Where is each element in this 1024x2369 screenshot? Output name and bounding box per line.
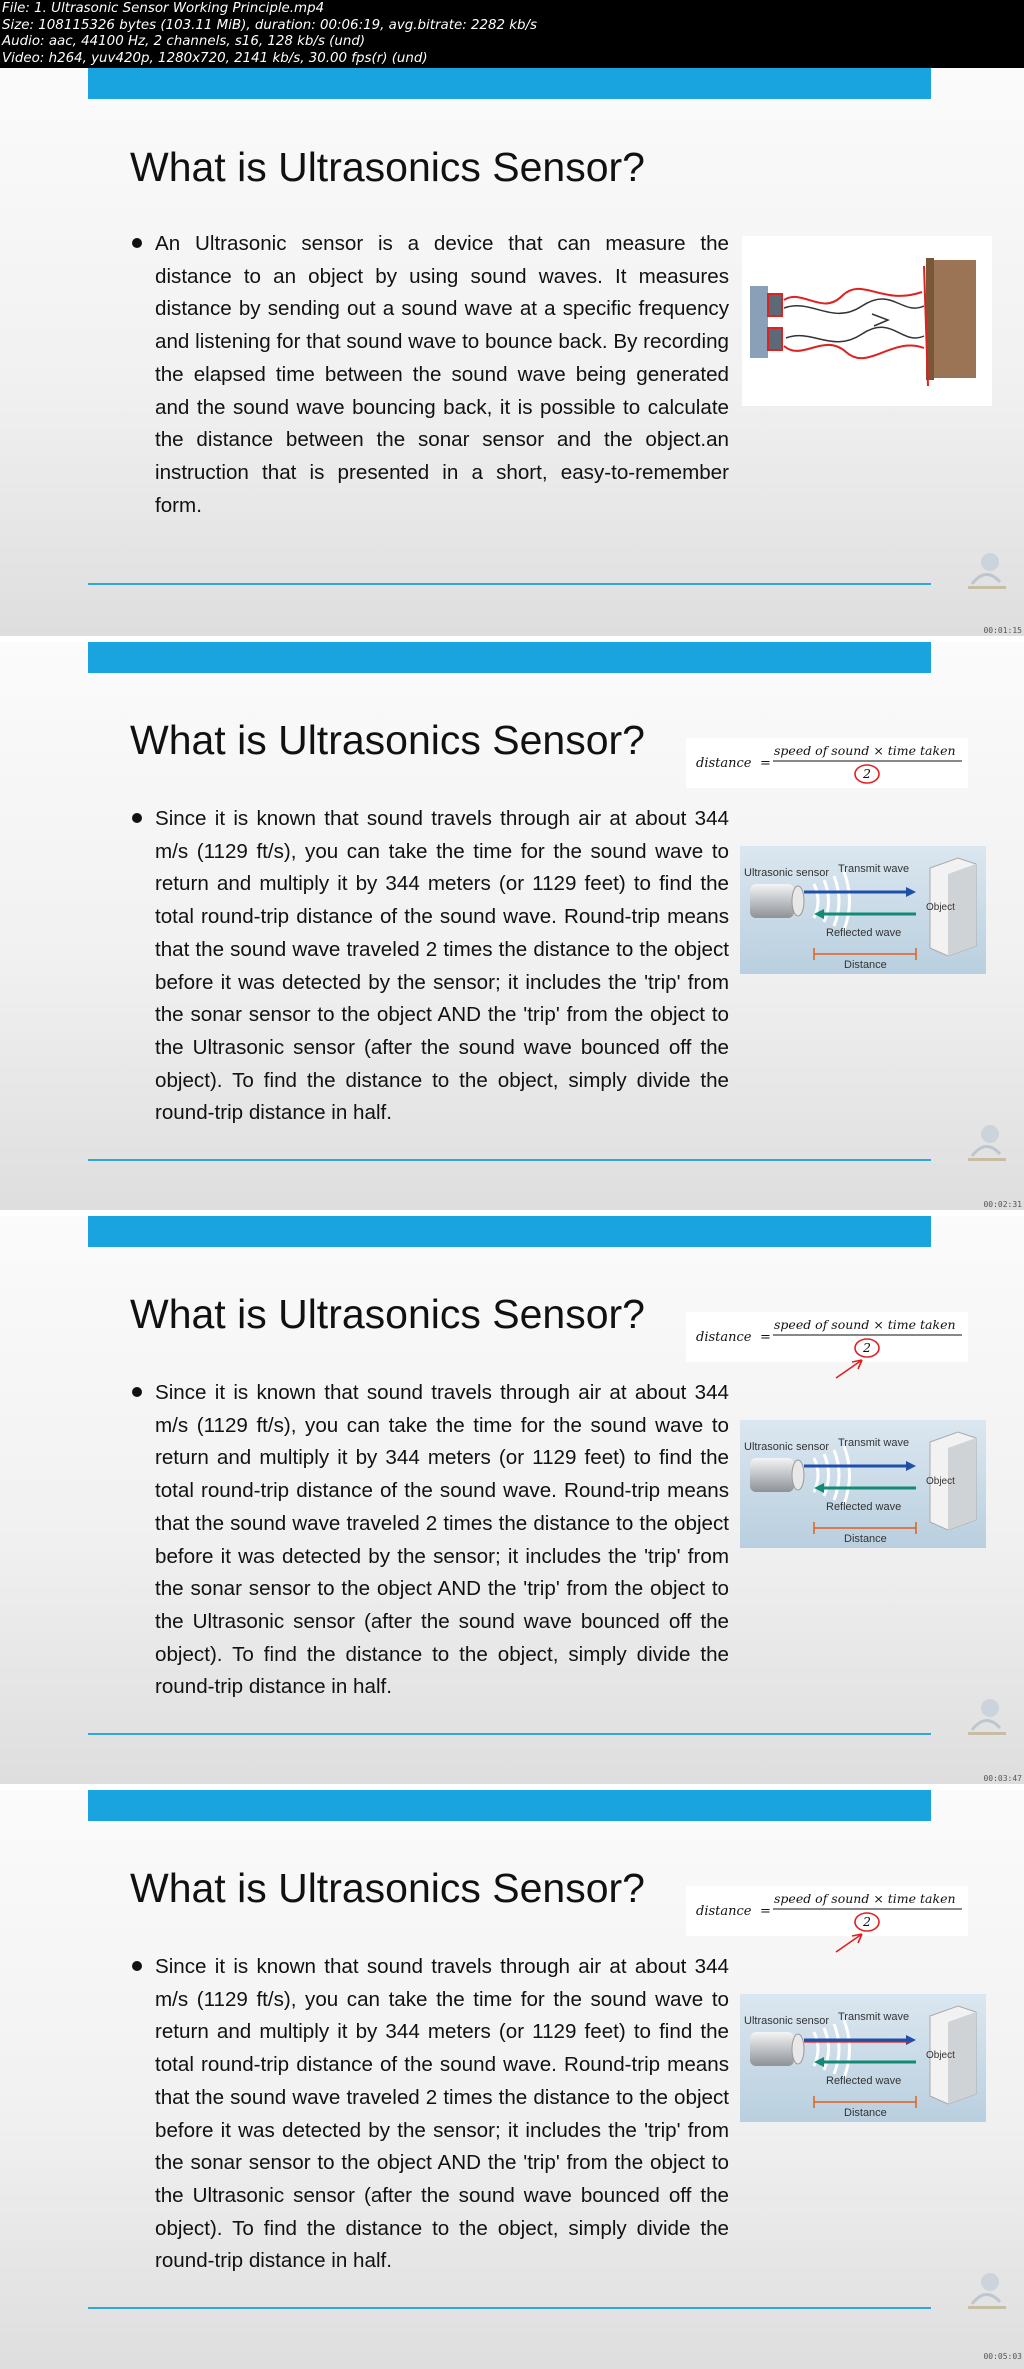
formula-equals: = bbox=[760, 756, 771, 771]
label-object: Object bbox=[926, 902, 955, 913]
slide-thumbnail-3 bbox=[0, 1216, 1024, 1784]
video-info-header bbox=[0, 0, 1024, 68]
formula-denominator: 2 bbox=[863, 766, 871, 781]
label-reflected-wave: Reflected wave bbox=[826, 1501, 902, 1513]
file-name-line: File: 1. Ultrasonic Sensor Working Principle.mp4 bbox=[2, 1, 325, 16]
formula-lhs: distance bbox=[696, 756, 752, 771]
label-ultrasonic-sensor: Ultrasonic sensor bbox=[744, 2015, 829, 2027]
ultrasonic-diagram bbox=[740, 1994, 986, 2122]
label-object: Object bbox=[926, 2050, 955, 2061]
formula-lhs: distance bbox=[696, 1330, 752, 1345]
frame-timestamp: 00:03:47 bbox=[983, 1774, 1022, 1783]
slide-title: What is Ultrasonics Sensor? bbox=[130, 1291, 645, 1337]
formula-numerator: speed of sound × time taken bbox=[774, 1317, 956, 1332]
distance-formula bbox=[686, 1886, 968, 1956]
ultrasonic-diagram bbox=[740, 846, 986, 974]
slide-title: What is Ultrasonics Sensor? bbox=[130, 1865, 645, 1911]
label-object: Object bbox=[926, 1476, 955, 1487]
label-reflected-wave: Reflected wave bbox=[826, 2075, 902, 2087]
bullet-dot bbox=[132, 813, 142, 823]
slide-thumbnail-2 bbox=[0, 642, 1024, 1210]
slide-header-band bbox=[88, 642, 931, 673]
slide-title: What is Ultrasonics Sensor? bbox=[130, 717, 645, 763]
label-reflected-wave: Reflected wave bbox=[826, 927, 902, 939]
formula-denominator: 2 bbox=[863, 1914, 871, 1929]
formula-numerator: speed of sound × time taken bbox=[774, 1891, 956, 1906]
distance-formula bbox=[686, 1312, 968, 1382]
slide-title: What is Ultrasonics Sensor? bbox=[130, 144, 645, 190]
video-info-line: Video: h264, yuv420p, 1280x720, 2141 kb/s, 30.00 fps(r) (und) bbox=[2, 50, 428, 66]
formula-equals: = bbox=[760, 1904, 771, 1919]
formula-denominator: 2 bbox=[863, 1340, 871, 1355]
frame-timestamp: 00:02:31 bbox=[983, 1200, 1022, 1209]
slide-header-band bbox=[88, 1790, 931, 1821]
slide-thumbnail-1 bbox=[0, 68, 1024, 636]
slide-body-text: An Ultrasonic sensor is a device that can measure the distance to an object by using sound waves. It measures distance by sending out a sound wave at a specific frequency and listening for that sound wave to bounce back. By recording the elapsed time between the sound wave being generated and the sound wave bouncing back, it is possible to calculate the distance between the sonar sensor and the object.an instruction that is presented in a short, easy-to-remember form. bbox=[155, 232, 729, 517]
watermark-logo bbox=[964, 1694, 1010, 1742]
slide-footer-line bbox=[88, 1733, 931, 1735]
slide-body-text: Since it is known that sound travels through air at about 344 m/s (1129 ft/s), you can take the time for the sound wave to return and multiply it by 344 meters (or 1129 feet) to find the total round-trip distance of the sound wave. Round-trip means that the sound wave traveled 2 times the distance to the object before it was detected by the sensor; it includes the 'trip' from the sonar sensor to the object AND the 'trip' from the object to the Ultrasonic sensor (after the sound wave bounced off the object). To find the distance to the object, simply divide the round-trip distance in half. bbox=[155, 1381, 729, 1699]
watermark-logo bbox=[964, 548, 1010, 596]
bullet-dot bbox=[132, 238, 142, 248]
file-size-line: Size: 108115326 bytes (103.11 MiB), duration: 00:06:19, avg.bitrate: 2282 kb/s bbox=[2, 17, 538, 33]
slide-body-text: Since it is known that sound travels through air at about 344 m/s (1129 ft/s), you can take the time for the sound wave to return and multiply it by 344 meters (or 1129 feet) to find the total round-trip distance of the sound wave. Round-trip means that the sound wave traveled 2 times the distance to the object before it was detected by the sensor; it includes the 'trip' from the sonar sensor to the object AND the 'trip' from the object to the Ultrasonic sensor (after the sound wave bounced off the object). To find the distance to the object, simply divide the round-trip distance in half. bbox=[155, 807, 729, 1125]
bullet-dot bbox=[132, 1961, 142, 1971]
frame-timestamp: 00:05:03 bbox=[983, 2352, 1022, 2361]
formula-equals: = bbox=[760, 1330, 771, 1345]
sensor-reflection-sketch bbox=[742, 236, 992, 406]
ultrasonic-diagram bbox=[740, 1420, 986, 1548]
formula-lhs: distance bbox=[696, 1904, 752, 1919]
label-transmit-wave: Transmit wave bbox=[838, 2011, 910, 2023]
slide-footer-line bbox=[88, 1159, 931, 1161]
label-distance: Distance bbox=[844, 1533, 887, 1545]
slide-footer-line bbox=[88, 2307, 931, 2309]
slide-footer-line bbox=[88, 583, 931, 585]
slide-header-band bbox=[88, 1216, 931, 1247]
label-distance: Distance bbox=[844, 959, 887, 971]
slide-thumbnail-4 bbox=[0, 1790, 1024, 2369]
label-transmit-wave: Transmit wave bbox=[838, 1437, 910, 1449]
watermark-logo bbox=[964, 2268, 1010, 2316]
label-distance: Distance bbox=[844, 2107, 887, 2119]
label-ultrasonic-sensor: Ultrasonic sensor bbox=[744, 867, 829, 879]
label-transmit-wave: Transmit wave bbox=[838, 863, 910, 875]
watermark-logo bbox=[964, 1120, 1010, 1168]
frame-timestamp: 00:01:15 bbox=[983, 626, 1022, 635]
audio-info-line: Audio: aac, 44100 Hz, 2 channels, s16, 128 kb/s (und) bbox=[2, 34, 366, 49]
formula-numerator: speed of sound × time taken bbox=[774, 743, 956, 758]
slide-header-band bbox=[88, 68, 931, 99]
distance-formula bbox=[686, 738, 968, 788]
bullet-dot bbox=[132, 1387, 142, 1397]
label-ultrasonic-sensor: Ultrasonic sensor bbox=[744, 1441, 829, 1453]
slide-body-text: Since it is known that sound travels through air at about 344 m/s (1129 ft/s), you can take the time for the sound wave to return and multiply it by 344 meters (or 1129 feet) to find the total round-trip distance of the sound wave. Round-trip means that the sound wave traveled 2 times the distance to the object before it was detected by the sensor; it includes the 'trip' from the sonar sensor to the object AND the 'trip' from the object to the Ultrasonic sensor (after the sound wave bounced off the object). To find the distance to the object, simply divide the round-trip distance in half. bbox=[155, 1955, 729, 2273]
